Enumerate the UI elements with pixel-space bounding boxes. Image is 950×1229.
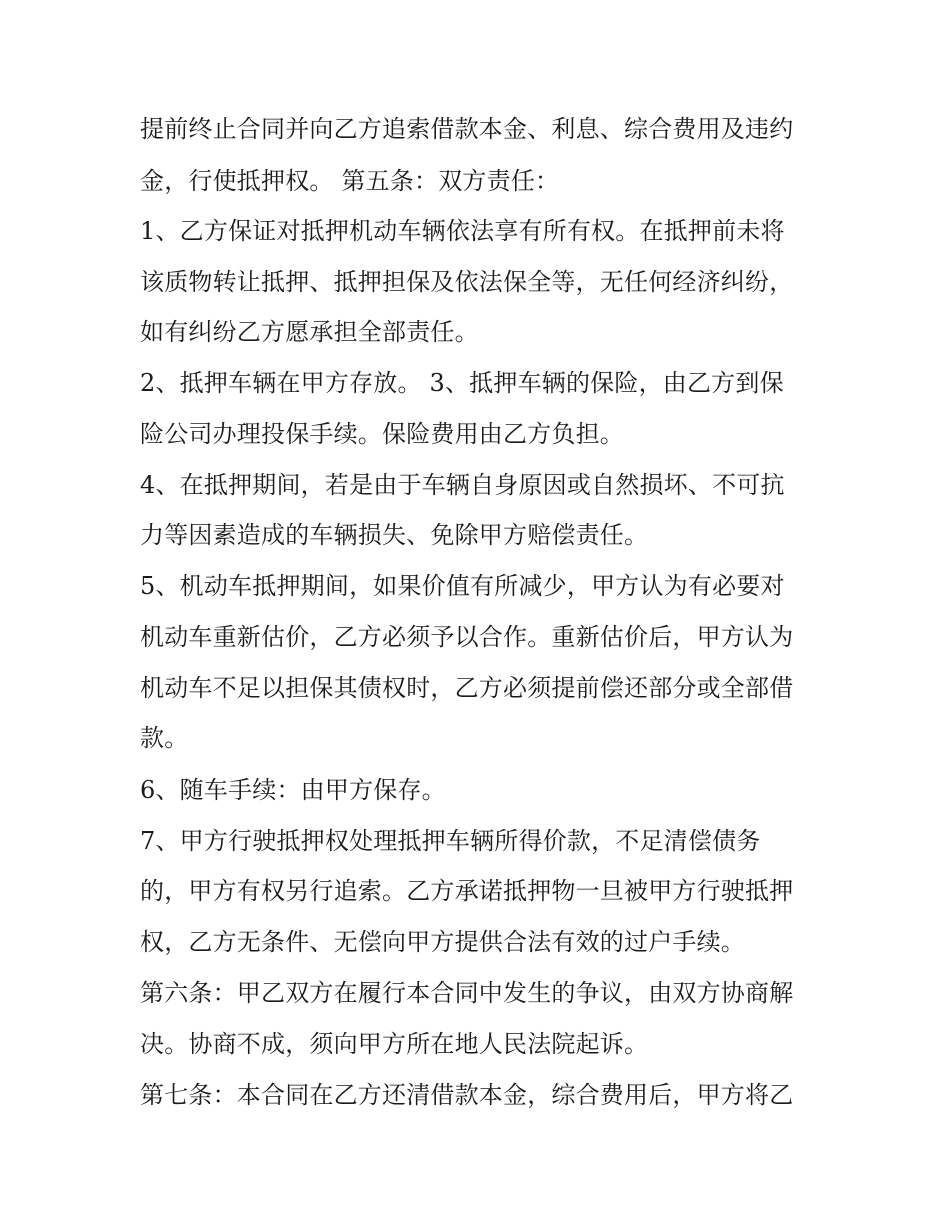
text-line: 机动车重新估价，乙方必须予以合作。重新估价后，甲方认为 — [140, 623, 794, 651]
text-line: 权，乙方无条件、无偿向甲方提供合法有效的过户手续。 — [140, 928, 745, 956]
text-line: 险公司办理投保手续。保险费用由乙方负担。 — [140, 420, 624, 448]
text-line: 第六条：甲乙双方在履行本合同中发生的争议，由双方协商解 — [140, 979, 794, 1007]
text-line: 的，甲方有权另行追索。乙方承诺抵押物一旦被甲方行驶抵押 — [140, 877, 794, 905]
text-line: 第七条：本合同在乙方还清借款本金，综合费用后，甲方将乙 — [140, 1081, 794, 1109]
text-line: 提前终止合同并向乙方追索借款本金、利息、综合费用及违约 — [140, 115, 794, 143]
text-line: 6、随车手续：由甲方保存。 — [140, 776, 446, 804]
text-line: 2、抵押车辆在甲方存放。 3、抵押车辆的保险，由乙方到保 — [140, 369, 784, 397]
text-line: 5、机动车抵押期间，如果价值有所减少，甲方认为有必要对 — [140, 572, 785, 600]
text-line: 如有纠纷乙方愿承担全部责任。 — [140, 318, 479, 346]
text-line: 款。 — [140, 724, 189, 752]
text-line: 力等因素造成的车辆损失、免除甲方赔偿责任。 — [140, 521, 649, 549]
text-line: 7、甲方行驶抵押权处理抵押车辆所得价款，不足清偿债务 — [140, 827, 761, 855]
text-line: 机动车不足以担保其债权时，乙方必须提前偿还部分或全部借 — [140, 674, 794, 702]
text-line: 金，行使抵押权。 第五条：双方责任： — [140, 167, 560, 195]
text-line: 该质物转让抵押、抵押担保及依法保全等，无任何经济纠纷， — [140, 268, 794, 296]
text-line: 决。协商不成，须向甲方所在地人民法院起诉。 — [140, 1030, 649, 1058]
text-line: 4、在抵押期间，若是由于车辆自身原因或自然损坏、不可抗 — [140, 471, 785, 499]
text-line: 1、乙方保证对抵押机动车辆依法享有所有权。在抵押前未将 — [140, 217, 785, 245]
